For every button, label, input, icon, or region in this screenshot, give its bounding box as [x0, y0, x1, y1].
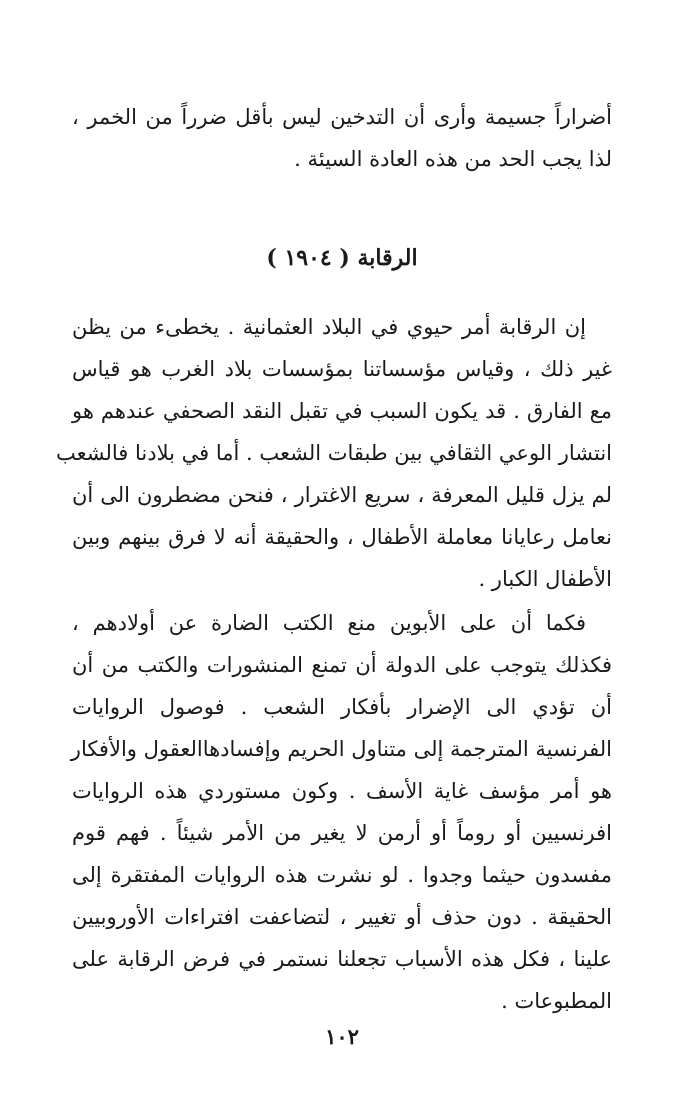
text-line: لم يزل قليل المعرفة ، سريع الاغترار ، فنحن مضطرون الى أن — [72, 483, 612, 507]
text-line: هو أمر مؤسف غاية الأسف . وكون مستوردي هذه الروايات — [72, 779, 612, 803]
text-line: مع الفارق . قد يكون السبب في تقبل النقد الصحفي عندهم هو — [72, 399, 612, 423]
text-line: علينا ، فكل هذه الأسباب تجعلنا نستمر في فرض الرقابة على — [72, 947, 612, 971]
top-paragraph — [72, 96, 612, 180]
text-line: فكذلك يتوجب على الدولة أن تمنع المنشورات والكتب من أن — [72, 653, 612, 677]
paragraph-2 — [72, 602, 612, 1022]
text-line: غير ذلك ، وقياس مؤسساتنا بمؤسسات بلاد الغرب هو قياس — [72, 357, 612, 381]
text-line: إن الرقابة أمر حيوي في البلاد العثمانية . يخطىء من يظن — [72, 315, 586, 339]
text-line: انتشار الوعي الثقافي بين طبقات الشعب . أما في بلادنا فالشعب — [55, 441, 612, 465]
text-line: مفسدون حيثما وجدوا . لو نشرت هذه الروايات المفتقرة إلى — [72, 863, 612, 887]
text-line: افرنسيين أو روماً أو أرمن لا يغير من الأمر شيئاً . فهم قوم — [72, 821, 612, 845]
text-line: الحقيقة . دون حذف أو تغيير ، لتضاعفت افتراءات الأوروبيين — [72, 905, 612, 929]
text-line: المطبوعات . — [501, 989, 612, 1013]
text-line: فكما أن على الأبوين منع الكتب الضارة عن أولادهم ، — [72, 611, 586, 635]
text-line: الأطفال الكبار . — [478, 567, 612, 591]
text-line: لذا يجب الحد من هذه العادة السيئة . — [294, 147, 612, 171]
page-number: ١٠٢ — [325, 1024, 359, 1049]
paragraph-1 — [55, 306, 612, 600]
text-line: الفرنسية المترجمة إلى متناول الحريم وإفسادهاالعقول والأفكار — [70, 737, 612, 761]
section-heading: الرقابة ( ١٩٠٤ ) — [266, 245, 418, 271]
text-line: أن تؤدي الى الإضرار بأفكار الشعب . فوصول الروايات — [72, 695, 612, 719]
text-line: أضراراً جسيمة وأرى أن التدخين ليس بأقل ضرراً من الخمر ، — [72, 105, 612, 129]
text-line: نعامل رعايانا معاملة الأطفال ، والحقيقة أنه لا فرق بينهم وبين — [72, 525, 612, 549]
